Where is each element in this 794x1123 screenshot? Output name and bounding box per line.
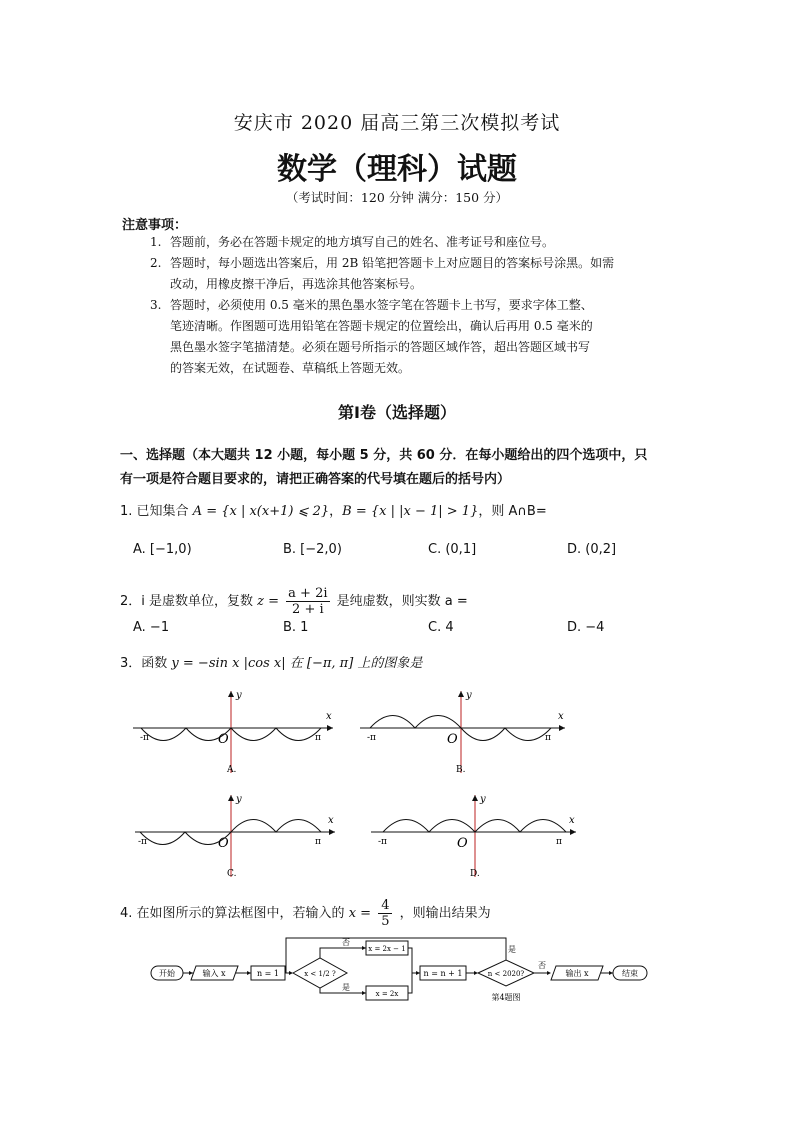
axis-x-label: x [326,711,332,722]
q1-option-a: A. [−1,0) [133,542,192,557]
arrow [547,971,551,975]
no2-label: 否 [538,961,546,970]
notice-num: 1. [150,235,162,249]
y-axis-arrow [228,795,234,801]
axis-y-label: y [466,690,472,701]
flow-line [408,948,412,993]
q2-option-a: A. −1 [133,620,170,635]
q3-graph-a [128,688,338,778]
notice-line: 黑色墨水签字笔描清楚。必须在题号所指示的答题区域作答，超出答题区域书写 [170,340,591,354]
origin-label: O [457,836,468,851]
q1-set-b: B = {x | |x − 1| > 1} [342,504,479,519]
notice-heading: 注意事项： [122,218,188,233]
y-axis-arrow [458,691,464,697]
arrow [362,946,366,950]
arrow [474,971,478,975]
output-label: 输出 x [565,969,589,978]
notice-line: 答题前，务必在答题卡规定的地方填写自己的姓名、准考证号和座位号。 [170,235,555,249]
axis-y-label: y [236,690,242,701]
section-title: 第Ⅰ卷（选择题） [338,403,456,422]
axis-y-label: y [480,794,486,805]
notice-line: 的答案无效，在试题卷、草稿纸上答题无效。 [170,361,411,375]
q4-prefix: 4. 在如图所示的算法框图中，若输入的 [120,906,345,921]
graph-label: C. [227,869,237,879]
x-axis-arrow [327,725,333,731]
pos-pi-label: π [315,733,321,743]
notice-line: 答题时，必须使用 0.5 毫米的黑色墨水签字笔在答题卡上书写，要求字体工整、 [170,298,593,312]
notice-line: 改动，用橡皮擦干净后，再选涂其他答案标号。 [170,277,423,291]
q2-fraction [286,586,329,617]
notice-num: 3. [150,298,162,312]
subject-title: 数学（理科）试题 [277,152,517,187]
arrow [247,971,251,975]
y-axis-arrow [228,691,234,697]
arrow [416,971,420,975]
exam-info: （考试时间：120 分钟 满分：150 分） [285,190,509,205]
x-axis-arrow [570,829,576,835]
notice-item-3 [150,295,670,379]
inc-label: n = n + 1 [423,969,463,978]
q3-graph-d [368,792,583,882]
q2-z: z = [257,594,280,609]
q1-suffix: ，则 A∩B= [478,504,547,519]
notice-line: 笔迹清晰。作图题可选用铅笔在答题卡规定的位置绘出，确认后再用 0.5 毫米的 [170,319,593,333]
start-label: 开始 [159,969,175,978]
q4-fraction [378,898,392,929]
notice-item-1 [150,232,670,253]
question-4 [120,898,491,929]
question-1 [120,500,547,519]
no1-label: 否 [342,938,350,947]
y-axis-arrow [472,795,478,801]
neg-pi-label: -π [140,733,149,743]
part1-line1: 一、选择题（本大题共 12 小题，每小题 5 分，共 60 分．在每小题给出的四个选项中，只 [120,448,648,463]
q3-graph-c [130,792,340,882]
graph-label: B. [456,765,466,775]
notice-item-2 [150,253,670,295]
notice-num: 2. [150,256,162,270]
neg-pi-label: -π [138,837,147,847]
axis-x-label: x [569,815,575,826]
question-3 [120,652,422,671]
arrow [189,971,193,975]
figure-caption: 第4题图 [491,993,521,1002]
box-yes-label: x = 2x [375,990,399,998]
q4-denominator: 5 [381,914,390,929]
q1-sep: ， [329,504,343,519]
q1-option-c: C. (0,1] [428,542,477,557]
q1-prefix: 1. 已知集合 [120,504,189,519]
q4-suffix: ，则输出结果为 [399,906,491,921]
neg-pi-label: -π [378,837,387,847]
q2-option-b: B. 1 [283,620,309,635]
end-label: 结束 [622,969,638,978]
origin-label: O [218,836,229,851]
q3-expr: y = −sin x |cos x| 在 [−π, π] 上的图象是 [171,656,423,671]
neg-pi-label: -π [367,733,376,743]
flow-line [320,948,366,958]
part1-line2: 有一项是符合题目要求的，请把正确答案的代号填在题后的括号内） [120,472,511,487]
part1-instructions [120,444,680,492]
axis-x-label: x [328,815,334,826]
q2-denominator: 2 + i [292,602,324,617]
input-label: 输入 x [202,969,226,978]
graph-label: D. [470,869,480,879]
cond2-label: n < 2020? [487,970,525,978]
q1-set-a: A = {x | x(x+1) ⩽ 2} [192,504,330,519]
yes1-label: 是 [342,983,350,992]
arrow [362,991,366,995]
arrow [609,971,613,975]
box-no-label: x = 2x − 1 [368,945,406,953]
axis-y-label: y [236,794,242,805]
x-axis-arrow [559,725,565,731]
origin-label: O [218,732,229,747]
q4-flowchart [148,934,678,1010]
init-label: n = 1 [256,969,280,978]
q2-option-c: C. 4 [428,620,454,635]
origin-label: O [447,732,458,747]
q1-option-b: B. [−2,0) [283,542,342,557]
q2-numerator: a + 2i [288,586,328,601]
graph-label: A. [227,765,237,775]
exam-title: 安庆市 2020 届高三第三次模拟考试 [233,112,561,134]
arrow [289,971,293,975]
yes2-label: 是 [508,945,516,954]
q4-numerator: 4 [378,898,392,914]
pos-pi-label: π [545,733,551,743]
q3-prefix: 3．函数 [120,656,168,671]
cond1-label: x < 1/2 ? [304,970,336,978]
q1-option-d: D. (0,2] [567,542,617,557]
q2-option-d: D. −4 [567,620,605,635]
x-axis-arrow [329,829,335,835]
q3-graph-b [355,688,570,778]
q2-suffix: 是纯虚数，则实数 a = [336,594,468,609]
notice-line: 答题时，每小题选出答案后，用 2B 铅笔把答题卡上对应题目的答案标号涂黑。如需 [170,256,615,270]
pos-pi-label: π [556,837,562,847]
axis-x-label: x [558,711,564,722]
q2-prefix: 2．i 是虚数单位，复数 [120,594,254,609]
question-2 [120,586,468,617]
q4-x: x = [348,906,372,921]
pos-pi-label: π [315,837,321,847]
